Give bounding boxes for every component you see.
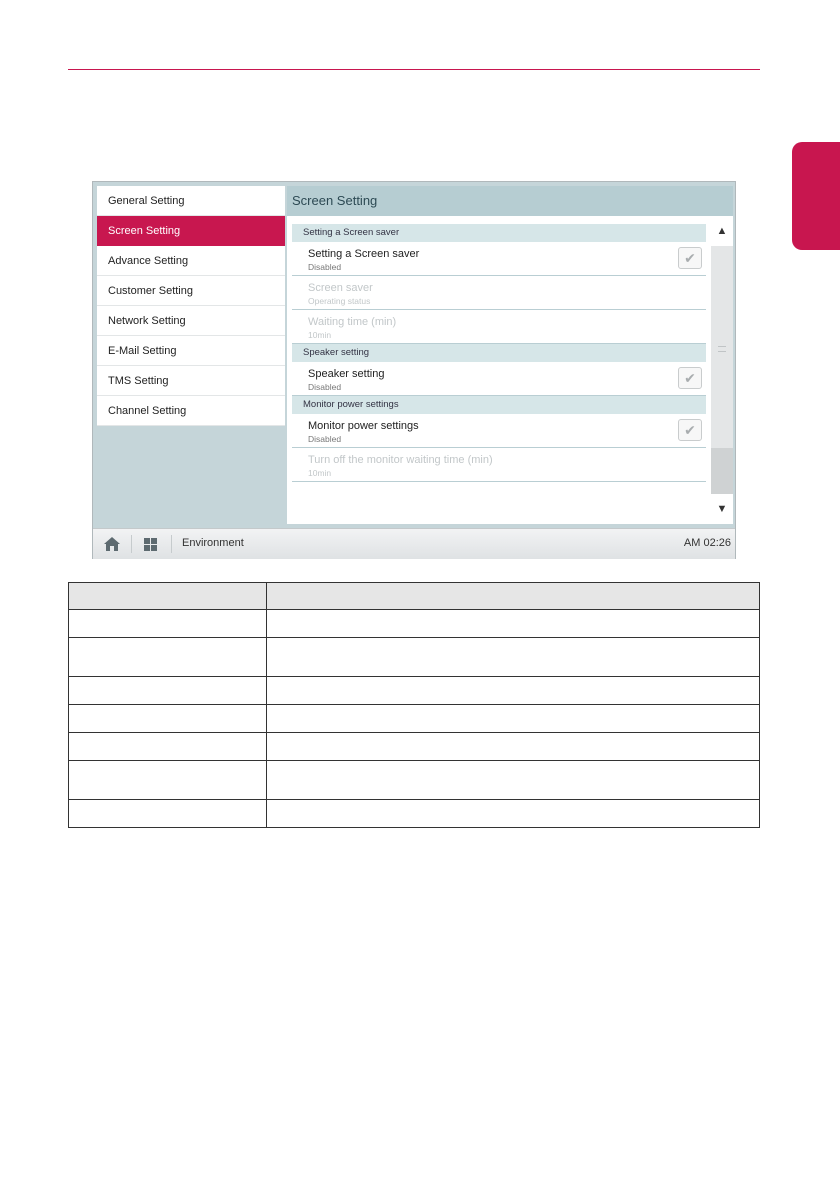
table-cell (267, 638, 760, 677)
table-row (69, 638, 760, 677)
setting-row (292, 448, 706, 482)
panel-title: Screen Setting (287, 186, 733, 216)
table-cell (69, 733, 267, 761)
breadcrumb-location: Environment (182, 537, 244, 549)
scrollbar-grip (718, 346, 726, 352)
bottom-bar (93, 528, 735, 559)
menu-item[interactable]: E-Mail Setting (97, 336, 285, 366)
grid-icon[interactable] (144, 538, 157, 551)
table-row (69, 610, 760, 638)
table-cell (267, 677, 760, 705)
table-row (69, 761, 760, 800)
settings-menu (97, 186, 285, 426)
table-cell (69, 800, 267, 828)
setting-value: 10min (308, 330, 332, 340)
scrollbar[interactable] (711, 216, 733, 524)
settings-screenshot (92, 181, 736, 559)
setting-title: Turn off the monitor waiting time (min) (308, 454, 493, 466)
setting-title: Setting a Screen saver (308, 248, 420, 260)
menu-item[interactable]: Customer Setting (97, 276, 285, 306)
setting-row[interactable] (292, 362, 706, 396)
table-cell (69, 677, 267, 705)
menu-item[interactable]: Network Setting (97, 306, 285, 336)
check-icon[interactable]: ✔ (678, 247, 702, 269)
scrollbar-thumb[interactable] (711, 448, 733, 494)
bar-divider (171, 535, 172, 553)
section-header: Monitor power settings (292, 396, 706, 414)
scroll-down-icon[interactable]: ▼ (711, 494, 733, 524)
menu-item[interactable]: Channel Setting (97, 396, 285, 426)
setting-value: Disabled (308, 262, 342, 272)
setting-value: Operating status (308, 296, 371, 306)
menu-item[interactable]: General Setting (97, 186, 285, 216)
table-cell (69, 705, 267, 733)
clock: AM 02:26 (683, 537, 731, 549)
setting-title: Monitor power settings (308, 420, 419, 432)
table-cell (267, 761, 760, 800)
menu-item[interactable]: TMS Setting (97, 366, 285, 396)
setting-value: 10min (308, 468, 332, 478)
table-header-cell (267, 583, 760, 610)
check-icon[interactable]: ✔ (678, 367, 702, 389)
section-header: Speaker setting (292, 344, 706, 362)
panel-body (287, 216, 711, 524)
bar-divider (131, 535, 132, 553)
table-header-row (69, 583, 760, 610)
setting-row[interactable] (292, 242, 706, 276)
table-row (69, 677, 760, 705)
settings-panel (287, 186, 733, 524)
check-icon[interactable]: ✔ (678, 419, 702, 441)
menu-item[interactable]: Screen Setting (97, 216, 285, 246)
table-row (69, 733, 760, 761)
menu-item[interactable]: Advance Setting (97, 246, 285, 276)
table-row (69, 800, 760, 828)
table-cell (267, 800, 760, 828)
table-cell (69, 638, 267, 677)
header-rule (68, 69, 760, 70)
setting-row[interactable] (292, 414, 706, 448)
table-cell (267, 610, 760, 638)
chapter-tab (792, 142, 840, 250)
setting-value: Disabled (308, 382, 342, 392)
scroll-up-icon[interactable]: ▲ (711, 216, 733, 246)
table-cell (69, 610, 267, 638)
description-table (68, 582, 760, 828)
table-cell (267, 733, 760, 761)
setting-title: Speaker setting (308, 368, 385, 380)
setting-value: Disabled (308, 434, 342, 444)
setting-row (292, 310, 706, 344)
setting-title: Screen saver (308, 282, 373, 294)
table-header-cell (69, 583, 267, 610)
table-row (69, 705, 760, 733)
table-cell (267, 705, 760, 733)
setting-title: Waiting time (min) (308, 316, 397, 328)
setting-row (292, 276, 706, 310)
section-header: Setting a Screen saver (292, 224, 706, 242)
table-cell (69, 761, 267, 800)
home-icon[interactable] (104, 537, 120, 551)
